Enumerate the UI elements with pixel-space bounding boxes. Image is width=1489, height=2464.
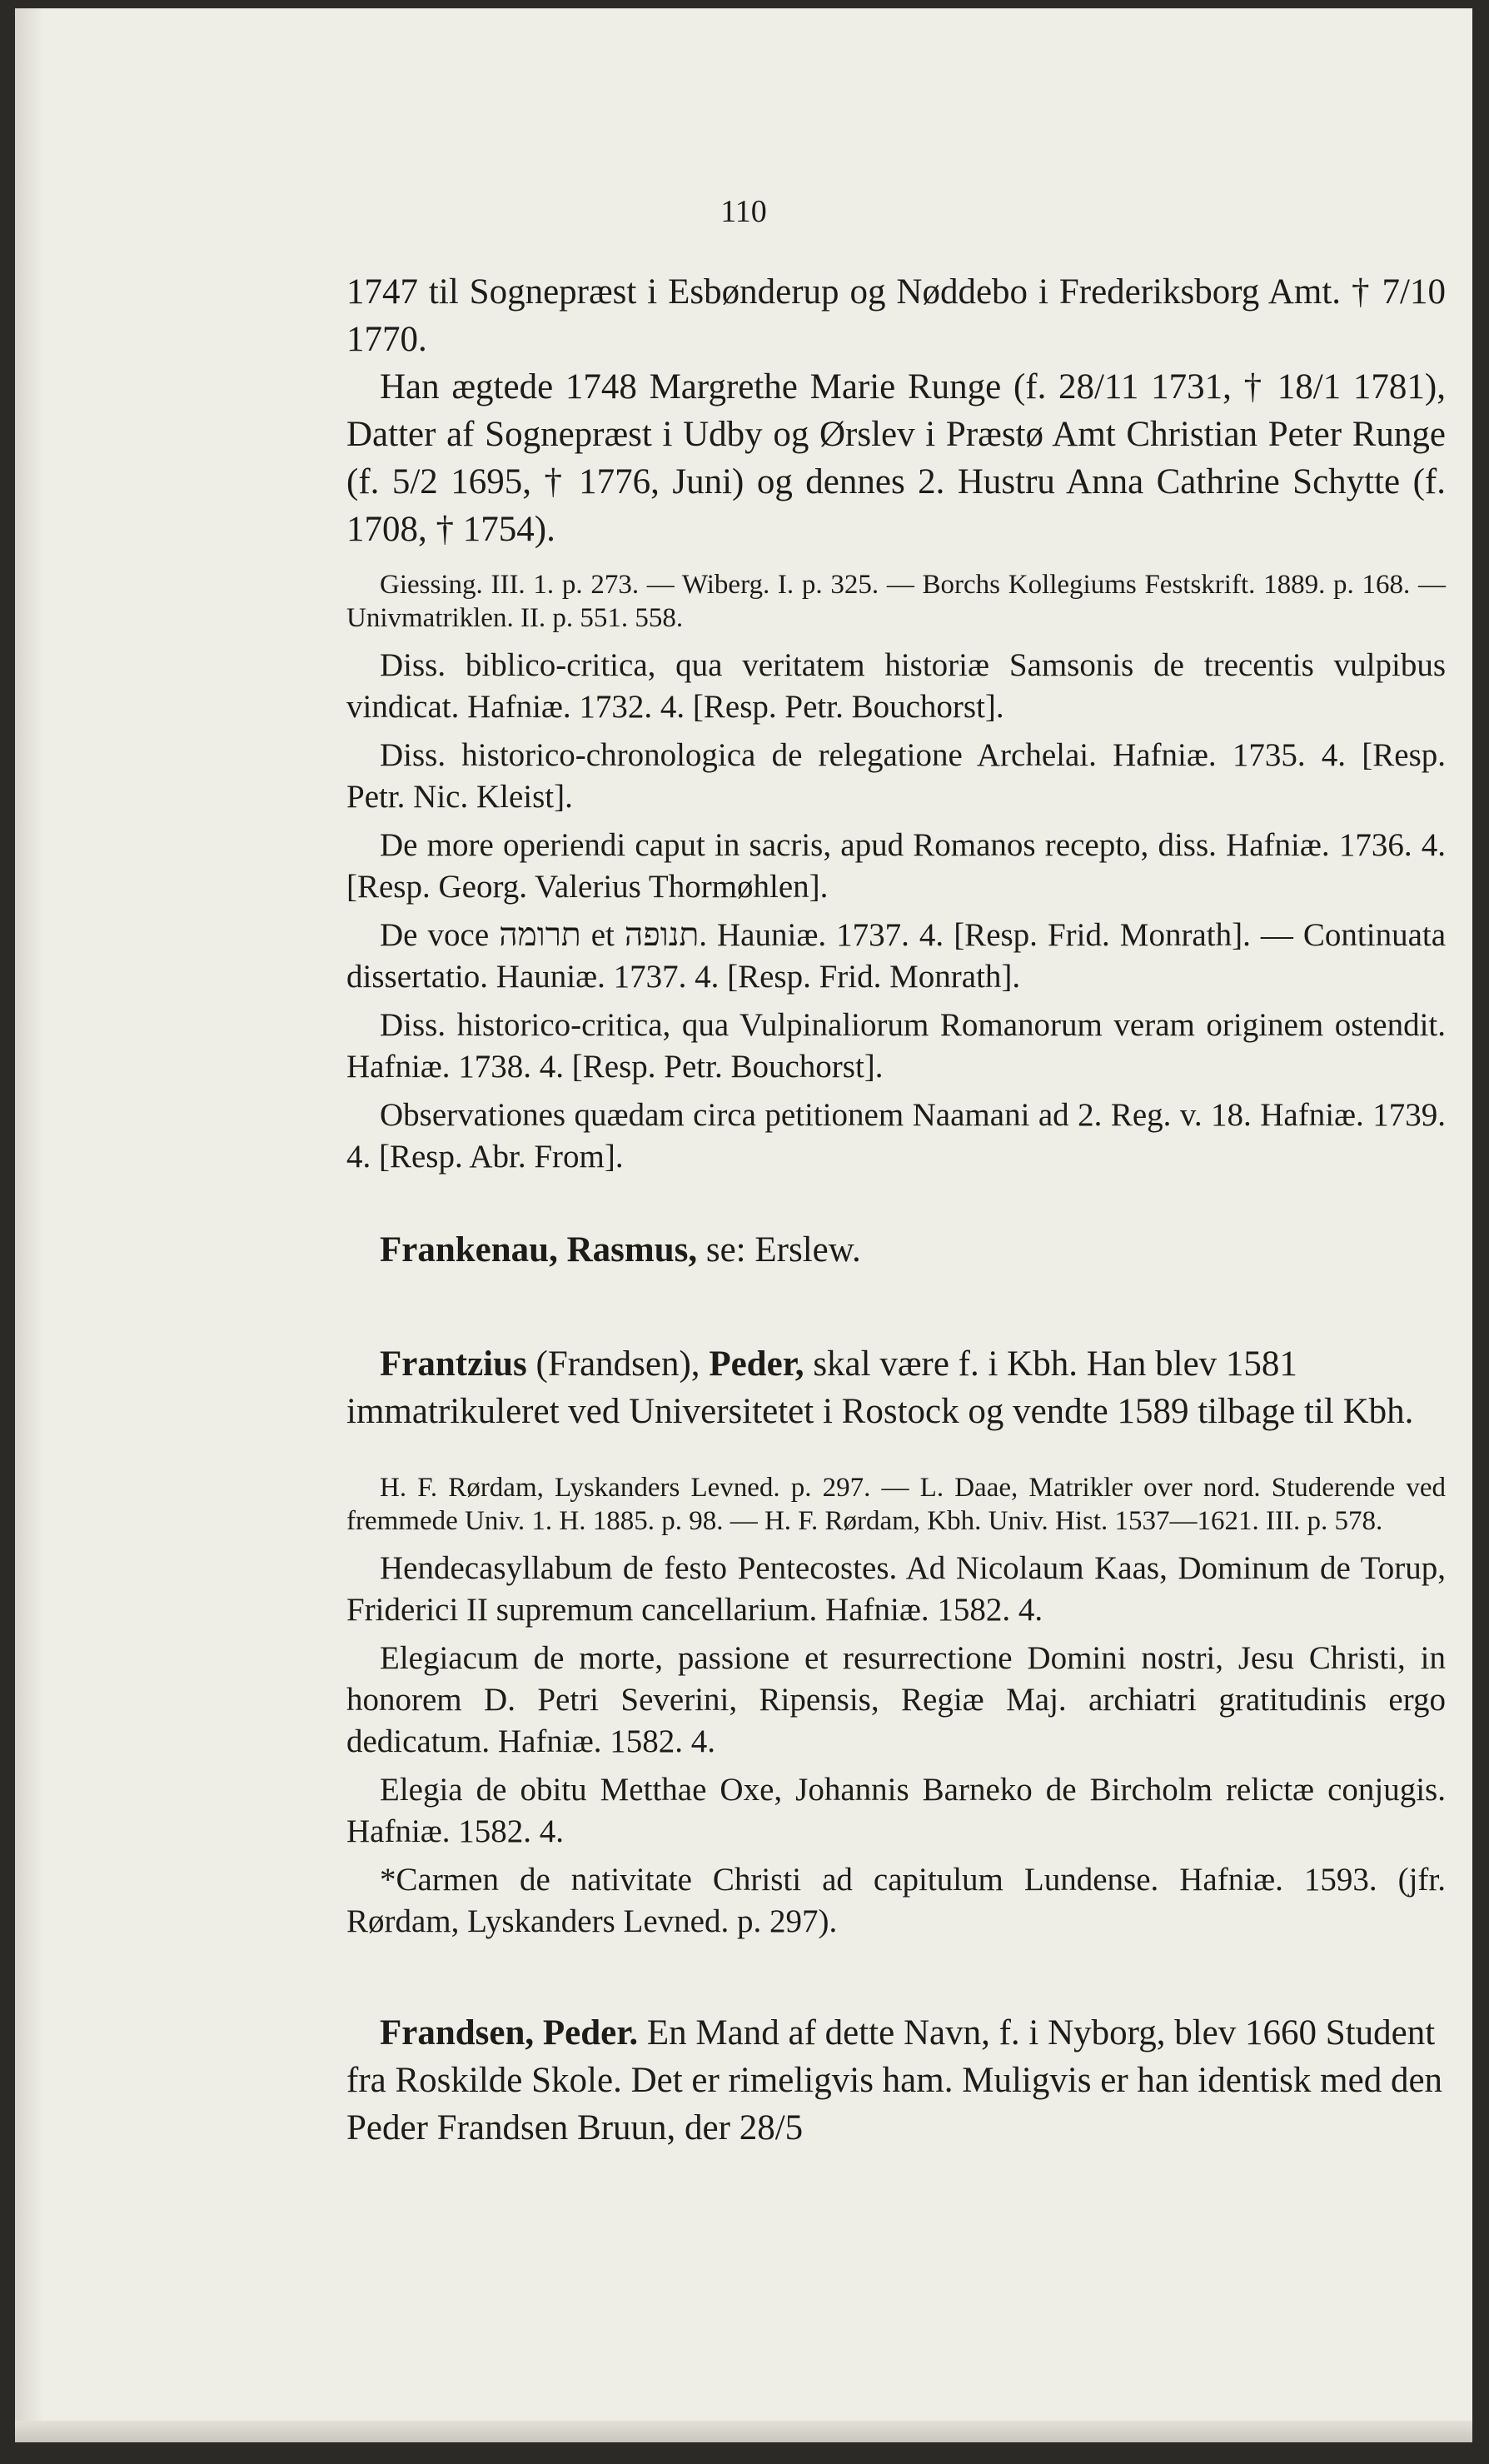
work-voce-post: . Hauniæ. 1737. 4. [Resp. Frid. Monrath]. — <box>699 917 1293 953</box>
intro-references: Giessing. III. 1. p. 273. — Wiberg. I. p. 325. — Borchs Kollegiums Festskrift. 1889. p. 168. — Univmatriklen. II. p. 551. 558. <box>346 570 1446 633</box>
intro-line-2: Han ægtede 1748 Margrethe Marie Runge (f. 28/11 1731, † 18/1 1781), Datter af Sognepræst i Udby og Ørslev i Præstø Amt Christian Peter Runge (f. 5/2 1695, † 1776, Juni) og dennes 2. Hustru Anna Cathrine Schytte (f. 1708, † 1754). <box>346 367 1446 549</box>
entry-frandsen-head: Frandsen, Peder. <box>380 2013 639 2053</box>
frantzius-work-3: Elegia de obitu Metthae Oxe, Johannis Barneko de Bircholm relictæ conjugis. Hafniæ. 1582. 4. <box>346 1772 1446 1849</box>
hebrew-word-2: תנופה <box>624 917 700 953</box>
work-1: Diss. biblico-critica, qua veritatem historiæ Samsonis de trecentis vulpibus vindicat. Hafniæ. 1732. 4. [Resp. Petr. Bouchorst]. <box>346 647 1446 725</box>
entry-frantzius-text: skal være f. i Kbh. Han blev 1581 immatrikuleret ved Universitetet i Rostock og vendte 1589 tilbage til Kbh. <box>346 1344 1414 1431</box>
page-bottom-edge <box>15 2421 1472 2442</box>
work-voce-mid: et <box>590 917 615 953</box>
work-voce-pre: De voce <box>380 917 490 953</box>
work-6: Observationes quædam circa petitionem Naamani ad 2. Reg. v. 18. Hafniæ. 1739. 4. [Resp. Abr. From]. <box>346 1097 1446 1175</box>
entry-frankenau <box>346 1226 1446 1274</box>
entry-frankenau-head: Frankenau, Rasmus, <box>380 1230 698 1269</box>
page-body <box>346 185 1446 2187</box>
entry-frantzius <box>346 1340 1446 1435</box>
frantzius-work-1: Hendecasyllabum de festo Pentecostes. Ad Nicolaum Kaas, Dominum de Torup, Friderici II supremum cancellarium. Hafniæ. 1582. 4. <box>346 1550 1446 1628</box>
entry-frandsen <box>346 2009 1446 2152</box>
work-2: Diss. historico-chronologica de relegatione Archelai. Hafniæ. 1735. 4. [Resp. Petr. Nic. Kleist]. <box>346 737 1446 815</box>
page-gutter-shadow <box>15 8 43 2442</box>
frantzius-work-2: Elegiacum de morte, passione et resurrectione Domini nostri, Jesu Christi, in honorem D. Petri Severini, Ripensis, Regiæ Maj. archiatri gratitudinis ergo dedicatum. Hafniæ. 1582. 4. <box>346 1640 1446 1759</box>
entry-frantzius-paren: (Frandsen), <box>535 1344 700 1384</box>
entry-frantzius-head-2: Peder, <box>709 1344 804 1384</box>
entry-frankenau-text: se: Erslew. <box>705 1230 861 1269</box>
work-3: De more operiendi caput in sacris, apud Romanos recepto, diss. Hafniæ. 1736. 4. [Resp. Georg. Valerius Thormøhlen]. <box>346 827 1446 905</box>
work-5: Diss. historico-critica, qua Vulpinaliorum Romanorum veram originem ostendit. Hafniæ. 1738. 4. [Resp. Petr. Bouchorst]. <box>346 1007 1446 1085</box>
work-voce <box>346 915 1446 998</box>
entry-frandsen-text: En Mand af dette Navn, f. i Nyborg, blev 1660 Student fra Roskilde Skole. Det er rimeligvis ham. Muligvis er han identisk med den Peder Frandsen Bruun, der 28/5 <box>346 2013 1443 2147</box>
work-continuata: Continuata dissertatio. Hauniæ. 1737. 4. [Resp. Frid. Monrath]. <box>346 917 1447 995</box>
hebrew-word-1: תרומה <box>499 917 581 953</box>
entry-frantzius-head: Frantzius <box>380 1344 527 1384</box>
page-number: 110 <box>720 194 767 229</box>
book-page <box>15 8 1472 2442</box>
frantzius-references: H. F. Rørdam, Lyskanders Levned. p. 297. — L. Daae, Matrikler over nord. Studerende ved fremmede Univ. 1. H. 1885. p. 98. — H. F. Rørdam, Kbh. Univ. Hist. 1537—1621. III. p. 578. <box>346 1473 1446 1536</box>
frantzius-work-4: *Carmen de nativitate Christi ad capitulum Lundense. Hafniæ. 1593. (jfr. Rørdam, Lyskanders Levned. p. 297). <box>346 1862 1446 1939</box>
intro-line-1: 1747 til Sognepræst i Esbønderup og Nøddebo i Frederiksborg Amt. † 7/10 1770. <box>346 272 1446 359</box>
